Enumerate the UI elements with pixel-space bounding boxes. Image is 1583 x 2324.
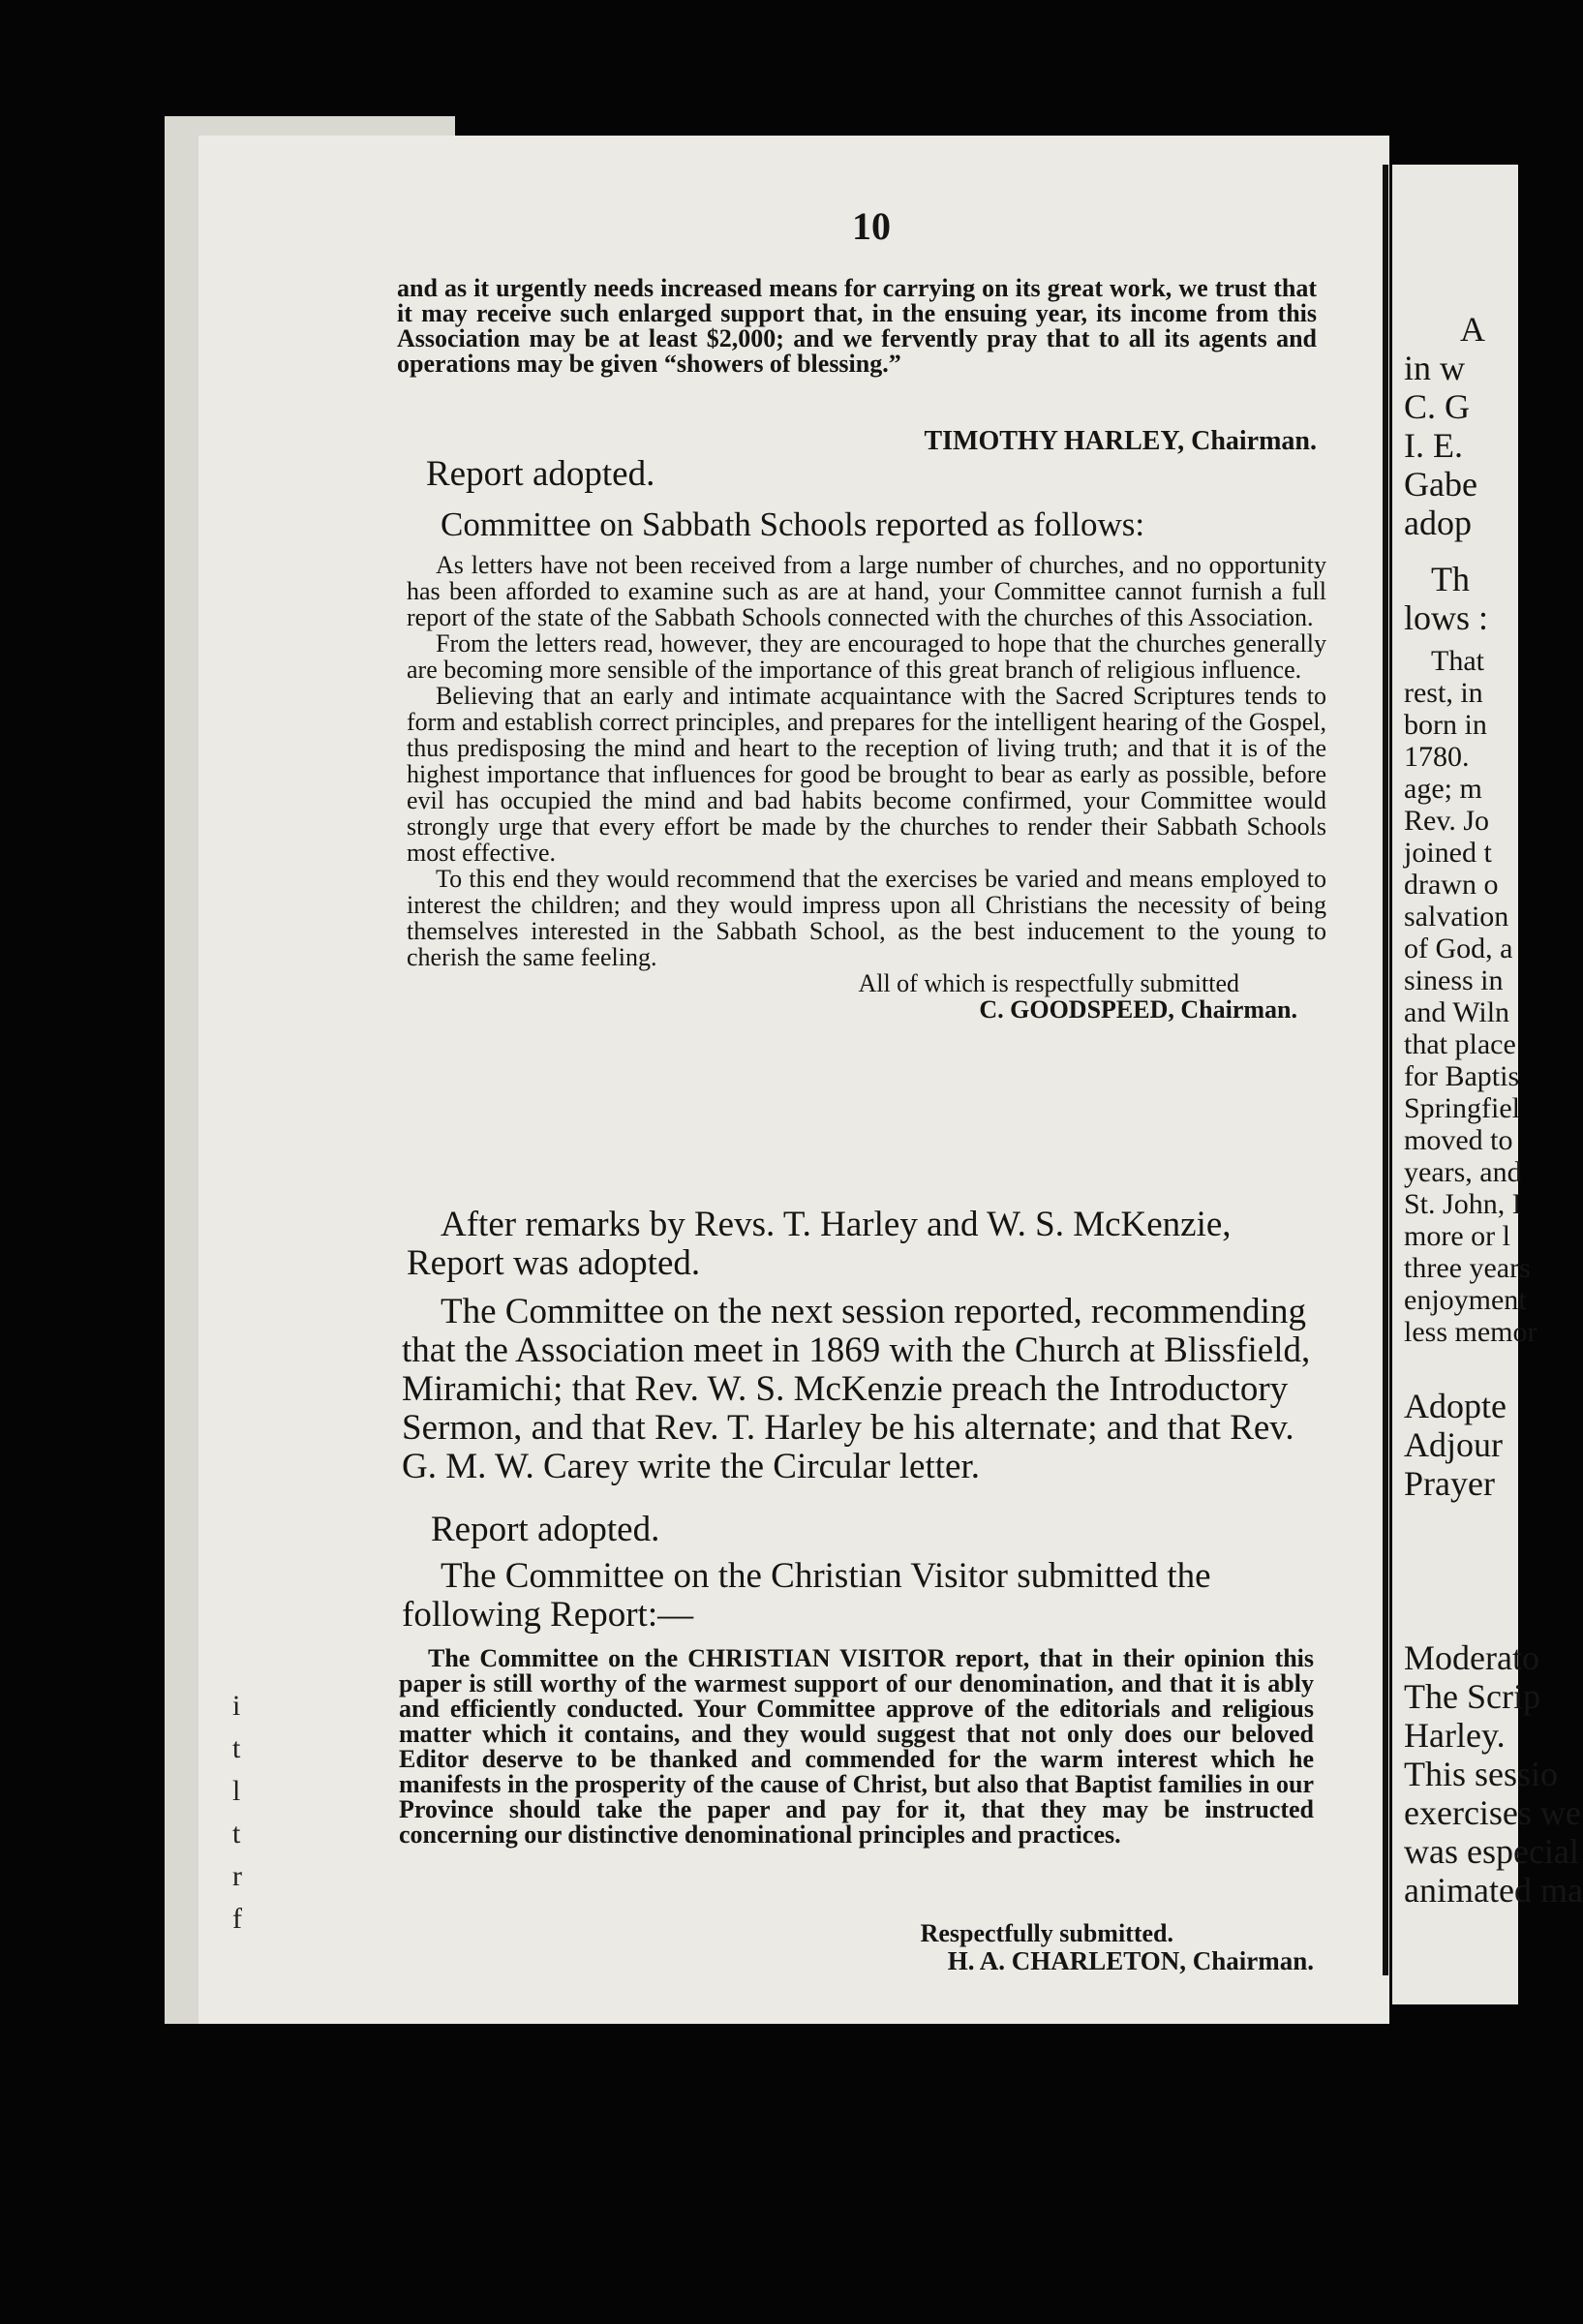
margin-mark: t bbox=[232, 1732, 241, 1764]
right-page-fragment bbox=[1392, 165, 1583, 2004]
right-page-line: adop bbox=[1404, 504, 1472, 542]
right-page-line: Th bbox=[1431, 560, 1470, 598]
right-page-line: Rev. Jo bbox=[1404, 805, 1490, 837]
intro-paragraph: and as it urgently needs increased means for carrying on its great work, we trust that it may receive such enlarged support that, in the ensuing year, its income from this Association may be at least $2,000; and we fervently pray that to all its agents and operations may be given “showers of blessing.” bbox=[397, 274, 1317, 378]
signature-goodspeed: C. GOODSPEED, Chairman. bbox=[979, 995, 1297, 1024]
right-page-line: siness in bbox=[1404, 964, 1504, 996]
left-margin-marks bbox=[232, 1685, 242, 1941]
signature-charleton: H. A. CHARLETON, Chairman. bbox=[947, 1946, 1314, 1975]
right-page-line: of God, a bbox=[1404, 933, 1513, 964]
right-page-line: exercises we bbox=[1404, 1793, 1581, 1832]
right-page-line: that place bbox=[1404, 1028, 1516, 1060]
sabbath-schools-heading: Committee on Sabbath Schools reported as follows: bbox=[441, 505, 1145, 543]
right-page-line: less memor bbox=[1404, 1316, 1537, 1348]
right-page-line: Harley. bbox=[1404, 1716, 1506, 1755]
ss-submitted: All of which is respectfully submitted bbox=[858, 969, 1239, 997]
right-page-line: years, and bbox=[1404, 1156, 1522, 1188]
right-page-line: A bbox=[1460, 310, 1485, 349]
right-page-line: 1780. bbox=[1404, 741, 1470, 773]
margin-mark: t bbox=[232, 1818, 241, 1850]
right-page-line: animated ma bbox=[1404, 1871, 1583, 1910]
right-page-line: lows : bbox=[1404, 598, 1489, 637]
right-page-line: drawn o bbox=[1404, 869, 1499, 901]
right-page-line: That bbox=[1431, 645, 1484, 677]
ss-paragraph-4: To this end they would recommend that the exercises be varied and means employed to interest the children; and they would impress upon all Christians the necessity of being themselves interested in the Sabbath School, as the best inducement to the young to cherish the same feeling. bbox=[407, 865, 1326, 971]
right-page-line: This sessio bbox=[1404, 1755, 1559, 1793]
right-page-line: Prayer bbox=[1404, 1464, 1495, 1503]
right-page-line: and Wiln bbox=[1404, 996, 1510, 1028]
right-page-line: three years bbox=[1404, 1252, 1531, 1284]
right-page-line: for Baptis bbox=[1404, 1060, 1520, 1092]
margin-mark: f bbox=[232, 1903, 242, 1935]
right-page-line: C. G bbox=[1404, 387, 1471, 426]
right-page-line: Springfiel bbox=[1404, 1092, 1520, 1124]
right-page-line: Moderato bbox=[1404, 1638, 1539, 1677]
next-session-report: The Committee on the next session reported, recommending that the Association meet in 1869 with the Church at Blissfield, Miramichi; that Rev. W. S. McKenzie preach the Introductory Sermon, and that Rev. T. Harley be his alternate; and that Rev. G. M. W. Carey write the Circular letter. bbox=[402, 1292, 1311, 1486]
ss-paragraph-2: From the letters read, however, they are encouraged to hope that the churches generally are becoming more sensible of the importance of this great branch of religious influence. bbox=[407, 629, 1326, 684]
ss-paragraph-3: Believing that an early and intimate acquaintance with the Sacred Scriptures tends to form and establish correct principles, and prepares for the intelligent hearing of the Gospel, thus predisposing the mind and heart to the reception of living truth; and that it is of the highest importance that influences for good be brought to bear as early as possible, before evil has occupied the mind and bad habits become confirmed, your Committee would strongly urge that every effort be made by the churches to render their Sabbath Schools most effective. bbox=[407, 682, 1326, 867]
right-page-line: more or l bbox=[1404, 1220, 1510, 1252]
christian-visitor-heading: The Committee on the Christian Visitor submitted the following Report:— bbox=[402, 1556, 1211, 1635]
right-page-line: Adjour bbox=[1404, 1425, 1503, 1464]
report-adopted-2: Report adopted. bbox=[431, 1510, 660, 1549]
report-adopted-1: Report adopted. bbox=[426, 454, 655, 494]
right-page-line: joined t bbox=[1404, 837, 1492, 869]
right-page-line: was especial bbox=[1404, 1832, 1579, 1871]
right-page-line: salvation bbox=[1404, 901, 1509, 933]
cv-submitted: Respectfully submitted. bbox=[920, 1919, 1173, 1947]
signature-harley: TIMOTHY HARLEY, Chairman. bbox=[924, 426, 1317, 456]
right-page-line: Adopte bbox=[1404, 1387, 1507, 1425]
margin-mark: r bbox=[232, 1860, 242, 1892]
gutter bbox=[1383, 165, 1388, 1975]
margin-mark: l bbox=[232, 1775, 241, 1807]
page-number: 10 bbox=[852, 204, 891, 248]
right-page-line: in w bbox=[1404, 349, 1465, 387]
after-remarks: After remarks by Revs. T. Harley and W. S. McKenzie, Report was adopted. bbox=[407, 1205, 1232, 1283]
ss-paragraph-1: As letters have not been received from a large number of churches, and no opportunity has been afforded to examine such as are at hand, your Committee cannot furnish a full report of the state of the Sabbath Schools connected with the churches of this Association. bbox=[407, 551, 1326, 631]
right-page-line: moved to bbox=[1404, 1124, 1513, 1156]
margin-mark: i bbox=[232, 1690, 241, 1722]
right-page-line: St. John, I bbox=[1404, 1188, 1522, 1220]
christian-visitor-report: The Committee on the CHRISTIAN VISITOR report, that in their opinion this paper is still worthy of the warmest support of our denomination, and that it is ably and efficiently conducted. Your Committee approve of the editorials and religious matter which it contains, and they would suggest that not only does our beloved Editor deserve to be thanked and commended for the warm interest which he manifests in the prosperity of the cause of Christ, but also that Baptist families in our Province should take the paper and pay for it, that they may be instructed concerning our distinctive denominational principles and practices. bbox=[399, 1644, 1314, 1849]
sabbath-schools-report bbox=[407, 552, 1326, 1023]
right-page-line: age; m bbox=[1404, 773, 1482, 805]
right-page-line: The Scrip bbox=[1404, 1677, 1540, 1716]
right-page-line: born in bbox=[1404, 709, 1487, 741]
right-page-line: rest, in bbox=[1404, 677, 1483, 709]
right-page-line: Gabe bbox=[1404, 465, 1477, 504]
right-page-line: I. E. bbox=[1404, 426, 1463, 465]
right-page-line: enjoyment bbox=[1404, 1284, 1527, 1316]
